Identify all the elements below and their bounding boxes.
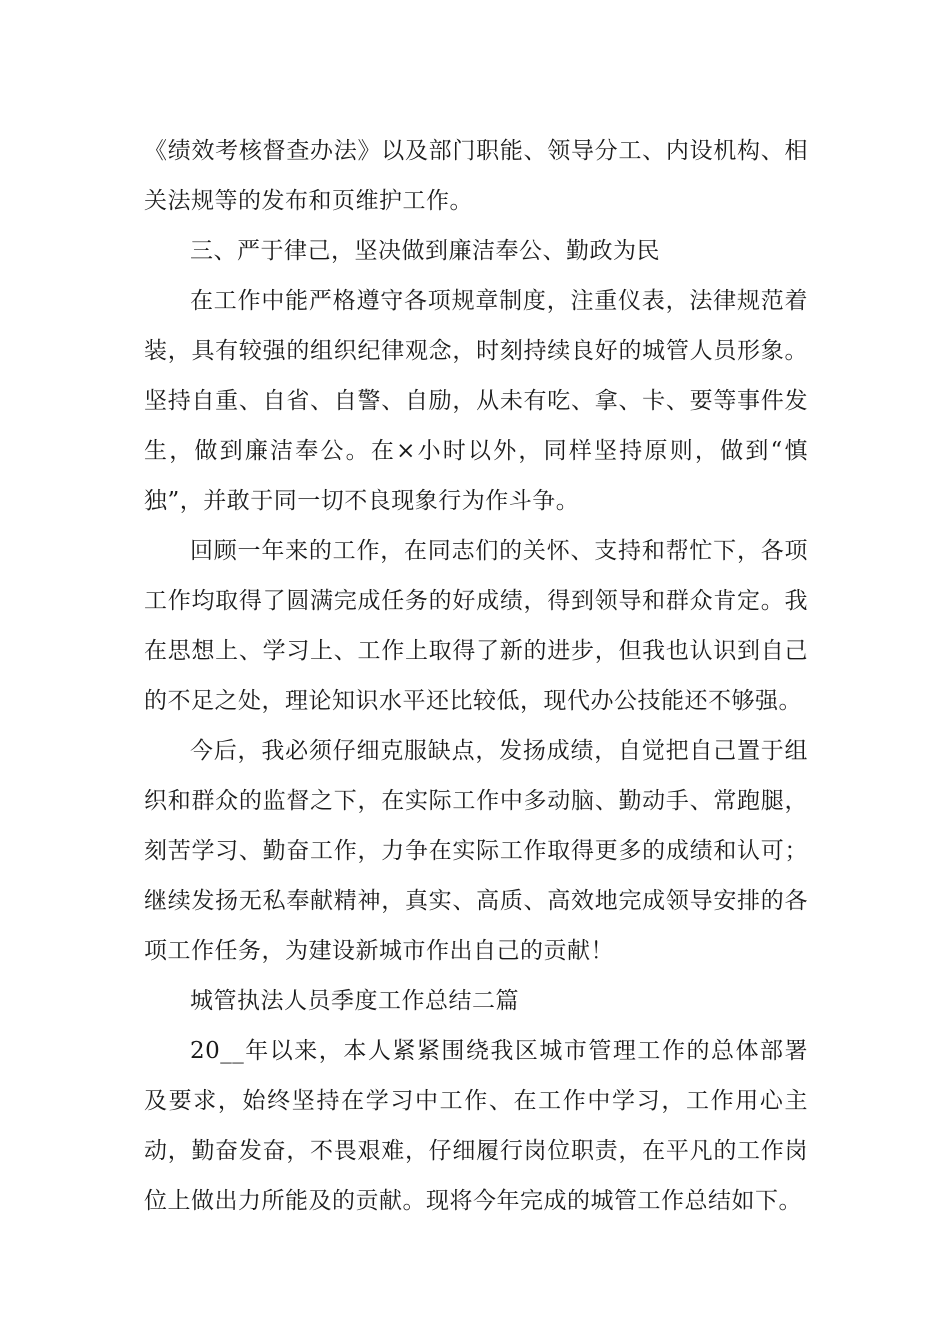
paragraph-continuation: 《绩效考核督查办法》以及部门职能、领导分工、内设机构、相关法规等的发布和页维护工作。 [144, 138, 808, 214]
paragraph-future: 今后，我必须仔细克服缺点，发扬成绩，自觉把自己置于组织和群众的监督之下，在实际工作中多动脑、勤动手、常跑腿，刻苦学习、勤奋工作，力争在实际工作取得更多的成绩和认可；继续发扬无私奉献精神，真实、高质、高效地完成领导安排的各项工作任务，为建设新城市作出自己的贡献！ [144, 738, 808, 964]
article-title-part-two: 城管执法人员季度工作总结二篇 [190, 988, 519, 1014]
paragraph-review: 回顾一年来的工作，在同志们的关怀、支持和帮忙下，各项工作均取得了圆满完成任务的好成绩，得到领导和群众肯定。我在思想上、学习上、工作上取得了新的进步，但我也认识到自己的不足之处，理论知识水平还比较低，现代办公技能还不够强。 [144, 538, 808, 714]
document-body [144, 126, 808, 1226]
section-heading-three: 三、严于律己，坚决做到廉洁奉公、勤政为民 [190, 238, 660, 264]
paragraph-intro-part-two: 20__年以来，本人紧紧围绕我区城市管理工作的总体部署及要求，始终坚持在学习中工作、在工作中学习，工作用心主动，勤奋发奋，不畏艰难，仔细履行岗位职责，在平凡的工作岗位上做出力所能及的贡献。现将今年完成的城管工作总结如下。 [144, 1038, 808, 1214]
paragraph-discipline: 在工作中能严格遵守各项规章制度，注重仪表，法律规范着装，具有较强的组织纪律观念，时刻持续良好的城管人员形象。坚持自重、自省、自警、自励，从未有吃、拿、卡、要等事件发生，做到廉洁奉公。在×小时以外，同样坚持原则，做到“慎独”，并敢于同一切不良现象行为作斗争。 [144, 288, 808, 514]
